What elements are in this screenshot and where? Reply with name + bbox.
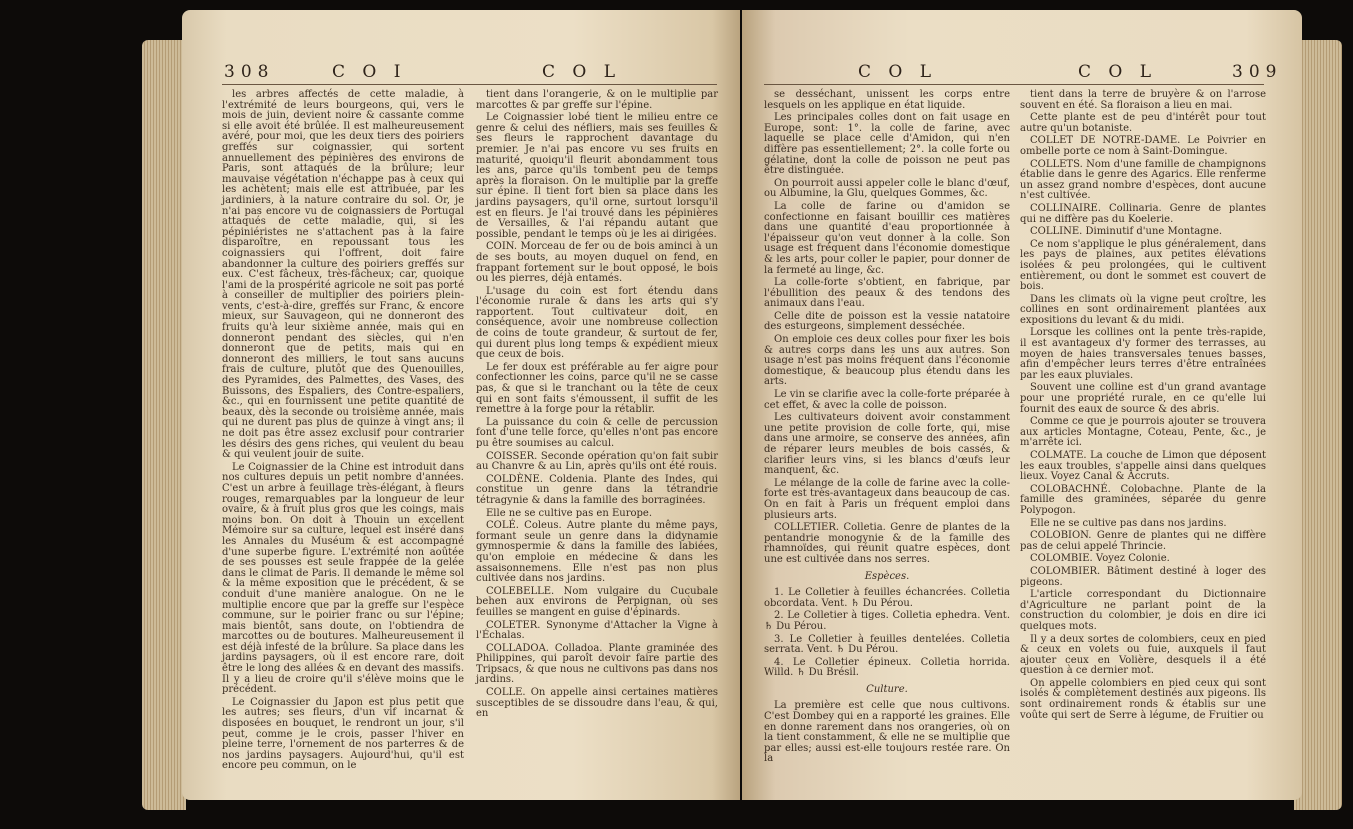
paragraph: COLLE. On appelle ainsi certaines matières susceptibles de se dissoudre dans l'eau, & qui, en xyxy=(476,687,718,720)
paragraph: Elle ne se cultive pas en Europe. xyxy=(486,507,653,519)
paragraph: Ce nom s'applique le plus généralement, dans les pays de plaines, aux petites élévations isolées & peu prolongées, qui le cultivent entièrement, ou dont le sommet est couvert de bois. xyxy=(1020,238,1266,293)
paragraph: Cette plante est de peu d'intérêt pour tout autre qu'un botaniste. xyxy=(1020,112,1266,134)
paragraph: On pourroit aussi appeler colle le blanc d'œuf, ou Albumine, la Glu, quelques Gommes, &c. xyxy=(764,177,1010,200)
left-page-edges xyxy=(142,40,186,810)
paragraph: Comme ce que je pourrois ajouter se trouvera aux articles Montagne, Coteau, Pente, &c., je m'arrête ici. xyxy=(1020,416,1266,449)
open-book xyxy=(62,10,1294,822)
paragraph: COLLINAIRE. Collinaria. Genre de plantes qui ne diffère pas du Koelerie. xyxy=(1020,202,1266,225)
paragraph: Le Coignassier de la Chine est introduit dans nos cultures depuis un petit nombre d'années. C'est un arbre à feuillage très-élégant, à fleurs rouges, remarquables par la longueur de leur ovaire, & à fruit plus gros que les coings, mais moins bon. On doit à Thouin un excellent Mémoire sur sa culture, lequel est inséré dans les Annales du Muséum & est accompagné d'une superbe figure. L'extrémité non aoûtée de ses pousses est seule frappée de la gelée dans le climat de Paris. Il demande le même sol & la même exposition que le précédent, & se conduit d'une manière analogue. On ne le multiplie encore que par la greffe sur l'espèce commune, sur le poirier franc ou sur l'épine; mais bientôt, sans doute, on l'obtiendra de marcottes ou de boutures. Malheureusement il est déjà infesté de la brûlure. Sa place dans les jardins paysagers, où il est encore rare, doit être le long des allées & en devant des massifs. Il y a lieu de croire qu'il s'élève moins que le précédent. xyxy=(222,461,464,696)
right-column-1 xyxy=(764,90,1010,790)
paragraph: Le fer doux est préférable au fer aigre pour confectionner les coins, parce qu'il ne se casse pas, & que si le tranchant ou la tête de ceux qui en sont faits s'émoussent, il suffit de les remettre à la forge pour la rétablir. xyxy=(476,361,718,416)
paragraph: COISSER. Seconde opération qu'on fait subir au Chanvre & au Lin, après qu'ils ont été rouis. xyxy=(476,450,718,473)
left-column-2 xyxy=(476,90,718,790)
paragraph: COLLETIER. Colletia. Genre de plantes de la pentandrie monogynie & de la famille des rhamnoïdes, qui réunit quatre espèces, dont une est cultivée dans nos serres. xyxy=(764,522,1010,565)
paragraph: COIN. Morceau de fer ou de bois aminci à un de ses bouts, au moyen duquel on fend, en frappant fortement sur le bout opposé, le bois ou les pierres, déjà entamés. xyxy=(476,241,718,285)
species-entry: 3. Le Colletier à feuilles dentelées. Colletia serrata. Vent. ♄ Du Pérou. xyxy=(764,633,1010,656)
paragraph: COLLETS. Nom d'une famille de champignons établie dans le genre des Agarics. Elle renferme un assez grand nombre d'espèces, dont aucune n'est cultivée. xyxy=(1020,158,1266,202)
paragraph: L'article correspondant du Dictionnaire d'Agriculture ne parlant point de la construction du colombier, je dois en dire ici quelques mots. xyxy=(1020,589,1266,632)
paragraph: COLÉ. Coleus. Autre plante du même pays, formant seule un genre dans la didynamie gymnospermie & dans la famille des labiées, qu'on emploie en médecine & dans les assaisonnemens. Elle n'est pas non plus cultivée dans nos jardins. xyxy=(476,520,718,585)
culture-title: Culture. xyxy=(866,683,908,695)
right-page-number: 309 xyxy=(1232,62,1283,82)
paragraph: COLOMBIER. Bâtiment destiné à loger des pigeons. xyxy=(1020,565,1266,588)
culture-text: La première est celle que nous cultivons. C'est Dombey qui en a rapporté les graines. Elle en donne rarement dans nos orangeries, où on la tient constamment, & elle ne se multiplie que par elles; aussi est-elle toujours restée rare. On la xyxy=(764,700,1010,765)
paragraph: COLOBION. Genre de plantes qui ne diffère pas de celui appelé Thrincie. xyxy=(1020,530,1266,552)
left-column-1 xyxy=(222,90,464,790)
paragraph: Lorsque les collines ont la pente très-rapide, il est avantageux d'y former des terrasses, au moyen de haies transversales tenues basses, afin d'empêcher leurs terres d'être entraînées par les eaux pluviales. xyxy=(1020,327,1266,381)
left-running-head-2: C O L xyxy=(542,62,622,82)
paragraph: Elle ne se cultive pas dans nos jardins. xyxy=(1030,517,1227,529)
paragraph: Le Coignassier lobé tient le milieu entre ce genre & celui des néfliers, mais ses feuilles & ses fleurs le rapprochent davantage du premier. Je n'ai pas encore vu ses fruits en maturité, quoiqu'il fleurit abondamment tous les ans, parce qu'ils tombent peu de temps après la floraison. On le multiplie par la greffe sur épine. Il tient fort bien sa place dans les jardins paysagers, qu'il orne, surtout lorsqu'il est en fleurs. Je l'ai trouvé dans les pépinières de Versailles, & l'ai répandu autant que possible, pendant le temps où je les ai dirigées. xyxy=(476,112,718,240)
paragraph: La colle de farine ou d'amidon se confectionne en faisant bouillir ces matières dans une quantité d'eau proportionnée à l'épaisseur qu'on veut donner à la colle. Son usage est fréquent dans l'économie domestique & les arts, pour coller le papier, pour donner de la fermeté au linge, &c. xyxy=(764,200,1010,276)
paragraph: L'usage du coin est fort étendu dans l'économie rurale & dans les arts qui s'y rapportent. Tout cultivateur doit, en conséquence, avoir une nombreuse collection de coins de toute grandeur, & surtout de fer, qui durent plus long temps & expédient mieux que ceux de bois. xyxy=(476,285,718,361)
paragraph: La puissance du coin & celle de percussion font d'une telle force, qu'elles n'ont pas encore pu être soumises au calcul. xyxy=(476,416,718,449)
paragraph: COLLINE. Diminutif d'une Montagne. xyxy=(1030,226,1223,238)
paragraph: COLEBELLE. Nom vulgaire du Cucubale behen aux environs de Perpignan, où ses feuilles se mangent en guise d'épinards. xyxy=(476,585,718,618)
paragraph: se desséchant, unissent les corps entre lesquels on les applique en état liquide. xyxy=(764,89,1010,111)
paragraph: tient dans la terre de bruyère & on l'arrose souvent en été. Sa floraison a lieu en mai. xyxy=(1020,89,1266,111)
paragraph: COLLET DE NOTRE-DAME. Le Poivrier en ombelle porte ce nom à Saint-Domingue. xyxy=(1020,135,1266,157)
paragraph: les arbres affectés de cette maladie, à l'extrémité de leurs bourgeons, qui, vers le mois de juin, devient noire & cassante comme si elle avoit été brûlée. Il est malheureusement avéré, pour moi, que les deux tiers des poiriers greffés sur coignassier, qui sortent annuellement des pépinières des environs de Paris, sont attaqués de la brûlure; leur mauvaise végétation n'échappe pas à ceux qui les achètent; mais elle est attribuée, par les jardiniers, à la nature contraire du sol. Or, je n'ai pas encore vu de coignassiers de Portugal attaqués de cette maladie, qui, si les pépiniéristes ne s'attachent pas à la faire disparoître, en repoussant tous les coignassiers qui l'offrent, doit faire abandonner la culture des poiriers greffés sur eux. C'est fâcheux, très-fâcheux; car, quoique l'ami de la prospérité agricole ne soit pas porté à conseiller de multiplier des poiriers plein-vents, c'est-à-dire, greffés sur Franc, & encore mieux, sur Sauvageon, qui ne donneront des fruits qu'à leur sixième année, mais qui en donneront pendant des siècles, qui n'en donneront que de petits, mais qui en donneront des milliers, le tout sans aucuns frais de culture, plutôt que des Quenouilles, des Pyramides, des Palmettes, des Vases, des Buissons, des Espaliers, des Contre-espaliers, &c., qui en fournissent une petite quantité de beaux, dès la seconde ou troisième année, mais qui ne durent pas plus de quinze à vingt ans; il ne doit pas être assez exclusif pour contrarier les désirs des gens riches, qui veulent du beau & qui veulent jouir de suite. xyxy=(222,89,464,461)
paragraph: COLOMBIE. Voyez Colonie. xyxy=(1030,553,1170,565)
species-title: Espèces. xyxy=(864,570,910,582)
left-running-head-1: C O I xyxy=(332,62,407,82)
right-running-head-1: C O L xyxy=(858,62,938,82)
paragraph: Le Coignassier du Japon est plus petit que les autres; ses fleurs, d'un vif incarnat & disposées en bouquet, le rendront un jour, s'il peut, comme je le crois, passer l'hiver en pleine terre, l'ornement de nos parterres & de nos jardins paysagers. Aujourd'hui, qu'il est encore peu commun, on le xyxy=(222,696,464,772)
paragraph: Celle dite de poisson est la vessie natatoire des esturgeons, simplement desséchée. xyxy=(764,310,1010,333)
paragraph: Les principales colles dont on fait usage en Europe, sont: 1°. la colle de farine, avec laquelle se place celle d'Amidon, qui n'en diffère pas essentiellement; 2°. la colle forte ou gélatine, dont la colle de poisson ne peut pas être distinguée. xyxy=(764,112,1010,177)
paragraph: Les cultivateurs doivent avoir constamment une petite provision de colle forte, qui, mise dans une armoire, se conserve des années, afin de réparer leurs meubles de bois cassés, & clarifier leurs vins, si les blancs d'œufs leur manquent, &c. xyxy=(764,412,1010,477)
paragraph: Il y a deux sortes de colombiers, ceux en pied & ceux en volets ou fuie, auxquels il faut ajouter ceux en Volière, desquels il a été question à ce dernier mot. xyxy=(1020,633,1266,677)
paragraph: On appelle colombiers en pied ceux qui sont isolés & complètement destinés aux pigeons. Ils sont ordinairement ronds & établis sur une voûte qui sert de Serre à légume, de Fruitier ou xyxy=(1020,677,1266,721)
right-running-head-2: C O L xyxy=(1078,62,1158,82)
paragraph: COLETER. Synonyme d'Attacher la Vigne à l'Échalas. xyxy=(476,619,718,642)
right-column-2 xyxy=(1020,90,1266,790)
species-entry: 2. Le Colletier à tiges. Colletia ephedra. Vent. ♄ Du Pérou. xyxy=(764,610,1010,632)
paragraph: COLOBACHNÉ. Colobachne. Plante de la famille des graminées, séparée du genre Polypogon. xyxy=(1020,483,1266,516)
left-page-number: 308 xyxy=(224,62,275,82)
paragraph: COLLADOA. Colladoa. Plante graminée des Philippines, qui paroît devoir faire partie des Tripsacs, & que nous ne cultivons pas dans nos jardins. xyxy=(476,642,718,686)
paragraph: Le vin se clarifie avec la colle-forte préparée à cet effet, & avec la colle de poisson. xyxy=(764,389,1010,411)
paragraph: La colle-forte s'obtient, en fabrique, par l'ébullition des peaux & des tendons des animaux dans l'eau. xyxy=(764,277,1010,310)
paragraph: Dans les climats où la vigne peut croître, les collines en sont ordinairement plantées aux expositions du levant & du midi. xyxy=(1020,293,1266,326)
right-header-rule xyxy=(764,84,1264,85)
left-page xyxy=(182,10,740,800)
paragraph: Le mélange de la colle de farine avec la colle-forte est très-avantageux dans beaucoup de cas. On en fait à Paris un fréquent emploi dans plusieurs arts. xyxy=(764,477,1010,521)
species-entry: 1. Le Colletier à feuilles échancrées. Colletia obcordata. Vent. ♄ Du Pérou. xyxy=(764,587,1010,609)
paragraph: tient dans l'orangerie, & on le multiplie par marcottes & par greffe sur l'épine. xyxy=(476,89,718,111)
right-page xyxy=(742,10,1302,800)
species-entry: 4. Le Colletier épineux. Colletia horrida. Willd. ♄ Du Brésil. xyxy=(764,656,1010,679)
paragraph: COLMATE. La couche de Limon que déposent les eaux troubles, s'appelle ainsi dans quelques lieux. Voyez Canal & Accruts. xyxy=(1020,450,1266,483)
left-header-rule xyxy=(222,84,717,85)
paragraph: COLDÈNE. Coldenia. Plante des Indes, qui constitue un genre dans la tétrandrie tétragynie & dans la famille des borraginées. xyxy=(476,473,718,506)
paragraph: On emploie ces deux colles pour fixer les bois & autres corps dans les uns aux autres. Son usage n'est pas moins fréquent dans l'économie domestique, & beaucoup plus étendu dans les arts. xyxy=(764,334,1010,388)
paragraph: Souvent une colline est d'un grand avantage pour une propriété rurale, en ce qu'elle lui fournit des eaux de source & des abris. xyxy=(1020,382,1266,415)
